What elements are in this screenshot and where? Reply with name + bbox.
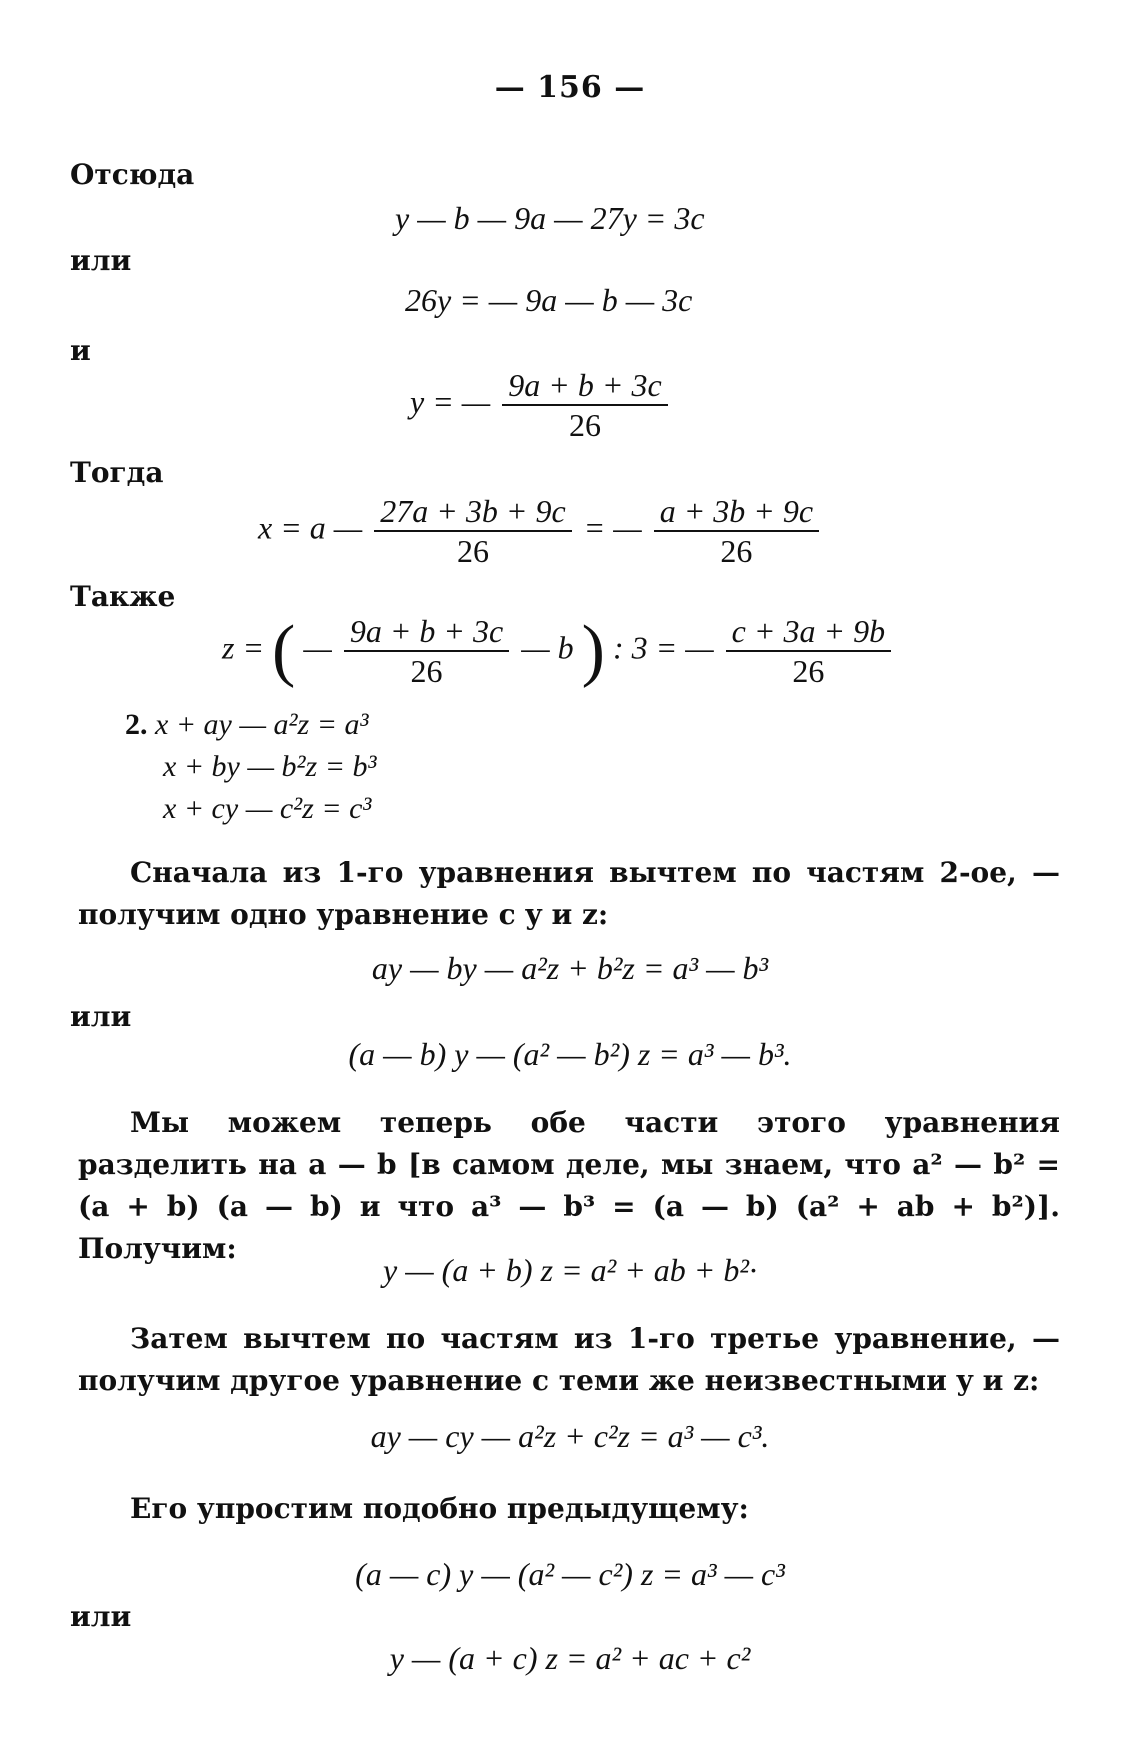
paragraph-4 <box>78 1488 1060 1530</box>
eq4-numerator-2: a + 3b + 9c <box>654 492 819 532</box>
label-ili-3: или <box>70 1600 132 1633</box>
paragraph-3-text: Затем вычтем по частям из 1-го третье уравнение, — получим другое уравнение с теми же неизвестными y и z: <box>78 1322 1060 1397</box>
equation-10: (a — c) y — (a² — c²) z = a³ — c³ <box>355 1556 785 1592</box>
paragraph-4-text: Его упростим подобно предыдущему: <box>130 1492 749 1525</box>
paragraph-2-text: Мы можем теперь обе части этого уравнения разделить на a — b [в самом деле, мы знаем, что a² — b² = (a + b) (a — b) и что a³ — b³ = (a — b) (a² + ab + b²)]. Получим: <box>78 1106 1060 1265</box>
eq5-minus-b: — b <box>521 629 574 666</box>
system-eq-2: x + by — b²z = b³ <box>163 750 377 783</box>
equation-2: 26y = — 9a — b — 3c <box>405 282 693 318</box>
equation-9: ay — cy — a²z + c²z = a³ — c³. <box>370 1418 770 1454</box>
paragraph-1 <box>78 852 1060 936</box>
system-line-3 <box>125 788 376 830</box>
eq5-denominator-1: 26 <box>410 653 443 689</box>
eq5-close-paren: ) <box>581 612 605 689</box>
eq5-lhs: z = <box>222 629 265 666</box>
equation-5 <box>222 612 895 690</box>
equation-1: y — b — 9a — 27y = 3c <box>395 200 705 236</box>
paragraph-1-text: Сначала из 1-го уравнения вычтем по частям 2-ое, — получим одно уравнение с y и z: <box>78 856 1060 931</box>
paragraph-3 <box>78 1318 1060 1402</box>
eq5-minus: — <box>303 629 332 666</box>
label-i: и <box>70 334 91 367</box>
eq3-fraction <box>502 366 667 444</box>
equation-4 <box>258 492 823 570</box>
system-eq-3: x + cy — c²z = c³ <box>163 792 372 825</box>
page-number: — 156 — <box>494 70 646 105</box>
equation-3 <box>410 366 672 444</box>
system-number: 2. <box>125 708 148 741</box>
system-line-2 <box>125 746 376 788</box>
label-ili-2: или <box>70 1000 132 1033</box>
eq3-denominator: 26 <box>568 407 601 443</box>
label-otsyuda: Отсюда <box>70 158 195 191</box>
label-togda: Тогда <box>70 456 164 489</box>
equation-7: (a — b) y — (a² — b²) z = a³ — b³. <box>348 1036 792 1072</box>
eq3-numerator: 9a + b + 3c <box>502 366 667 406</box>
eq5-open-paren: ( <box>272 612 296 689</box>
eq4-lhs: x = a — <box>258 509 363 546</box>
eq3-lhs: y = — <box>410 383 491 420</box>
eq5-numerator-1: 9a + b + 3c <box>344 612 509 652</box>
eq4-fraction-2 <box>654 492 819 570</box>
eq4-mid: = — <box>583 509 642 546</box>
eq4-fraction-1 <box>374 492 571 570</box>
system-line-1 <box>125 704 376 746</box>
label-takzhe: Также <box>70 580 176 613</box>
paragraph-2 <box>78 1102 1060 1270</box>
eq5-numerator-2: c + 3a + 9b <box>726 612 891 652</box>
eq5-fraction-2 <box>726 612 891 690</box>
label-ili-1: или <box>70 244 132 277</box>
equation-11: y — (a + c) z = a² + ac + c² <box>389 1640 751 1676</box>
eq4-denominator-2: 26 <box>720 533 753 569</box>
eq4-denominator-1: 26 <box>456 533 489 569</box>
system-of-equations <box>125 704 376 830</box>
system-eq-1: x + ay — a²z = a³ <box>155 708 369 741</box>
eq5-denominator-2: 26 <box>792 653 825 689</box>
eq5-mid: : 3 = — <box>612 629 714 666</box>
eq4-numerator-1: 27a + 3b + 9c <box>374 492 571 532</box>
eq5-fraction-1 <box>344 612 509 690</box>
equation-8: y — (a + b) z = a² + ab + b²· <box>383 1252 757 1288</box>
equation-6: ay — by — a²z + b²z = a³ — b³ <box>371 950 769 986</box>
